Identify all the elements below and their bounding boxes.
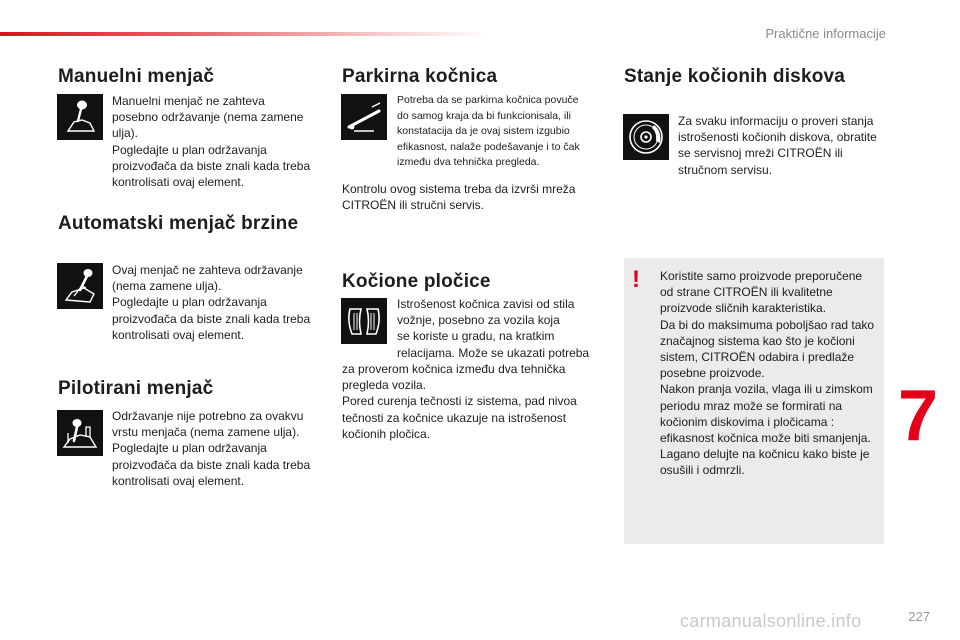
automatic-text: Ovaj menjač ne zahteva održavanje (nema zamene ulja). Pogledajte u plan održavanja proizvođača da biste znali kada treba kontrolisati ovaj element.: [112, 263, 311, 342]
section-title-discs: Stanje kočionih diskova: [624, 66, 846, 87]
manual-text: Manuelni menjač ne zahteva posebno održavanje (nema zamene ulja). Pogledajte u plan održavanja proizvođača da biste znali kada treba kontrolisati ovaj element.: [112, 94, 311, 190]
parking-text-2: Kontrolu ovog sistema treba da izvrši mreža CITROËN ili stručni servis.: [342, 182, 576, 213]
section-title-automatic: Automatski menjač brzine: [58, 213, 299, 234]
section-title-manual: Manuelni menjač: [58, 66, 215, 87]
parking-text: Potreba da se parkirna kočnica povuče do samog kraja da bi funkcionisala, ili konstatacija da je ovaj sistem izgubio efikasnost, nalaže podešavanje i to čak između dva tehnička pregleda.: [397, 94, 580, 168]
chapter-number: 7: [898, 376, 939, 456]
brake-pads-icon: [341, 298, 387, 344]
parking-brake-icon: [341, 94, 387, 140]
piloted-gear-icon: [57, 410, 103, 456]
header-accent-bar: [0, 32, 490, 36]
piloted-text: Održavanje nije potrebno za ovakvu vrstu menjača (nema zamene ulja). Pogledajte u plan održavanja proizvođača da biste znali kada treba kontrolisati ovaj element.: [112, 409, 311, 488]
watermark: carmanualsonline.info: [680, 611, 862, 631]
section-title-parking: Parkirna kočnica: [342, 66, 498, 87]
page-number: 227: [908, 609, 930, 624]
pads-text-2: za proverom kočnica između dva tehnička pregleda vozila. Pored curenja tečnosti iz sistema, pad nivoa tečnosti za kočnice ukazuje na istrošenost kočionih pločica.: [342, 362, 577, 441]
chapter-header-title: Praktične informacije: [765, 26, 886, 41]
automatic-gear-icon: [57, 263, 103, 309]
section-title-piloted: Pilotirani menjač: [58, 378, 214, 399]
brake-disc-icon: [623, 114, 669, 160]
warning-text: Koristite samo proizvode preporučene od strane CITROËN ili kvalitetne proizvode sličnih karakteristika. Da bi do maksimuma poboljšao rad tako značajnog sistema kao što je kočioni sistem, CITROËN odabira i predlaže posebne proizvode. Nakon pranja vozila, vlaga ili u zimskom periodu mraz može se formirati na kočionim diskovima i pločicama : efikasnost kočnica može biti smanjenja. Lagano delujte na kočnicu kako biste je osušili i odmrzli.: [660, 269, 875, 478]
pads-text: Istrošenost kočnica zavisi od stila vožnje, posebno za vozila koja se koriste u gradu, na kratkim relacijama. Može se ukazati potreba: [397, 297, 590, 360]
discs-text: Za svaku informaciju o proveri stanja istrošenosti kočionih diskova, obratite se servisnoj mreži CITROËN ili stručnom servisu.: [678, 114, 877, 177]
exclamation-icon: !: [632, 266, 640, 293]
section-title-pads: Kočione pločice: [342, 271, 491, 292]
gear-lever-icon: [57, 94, 103, 140]
